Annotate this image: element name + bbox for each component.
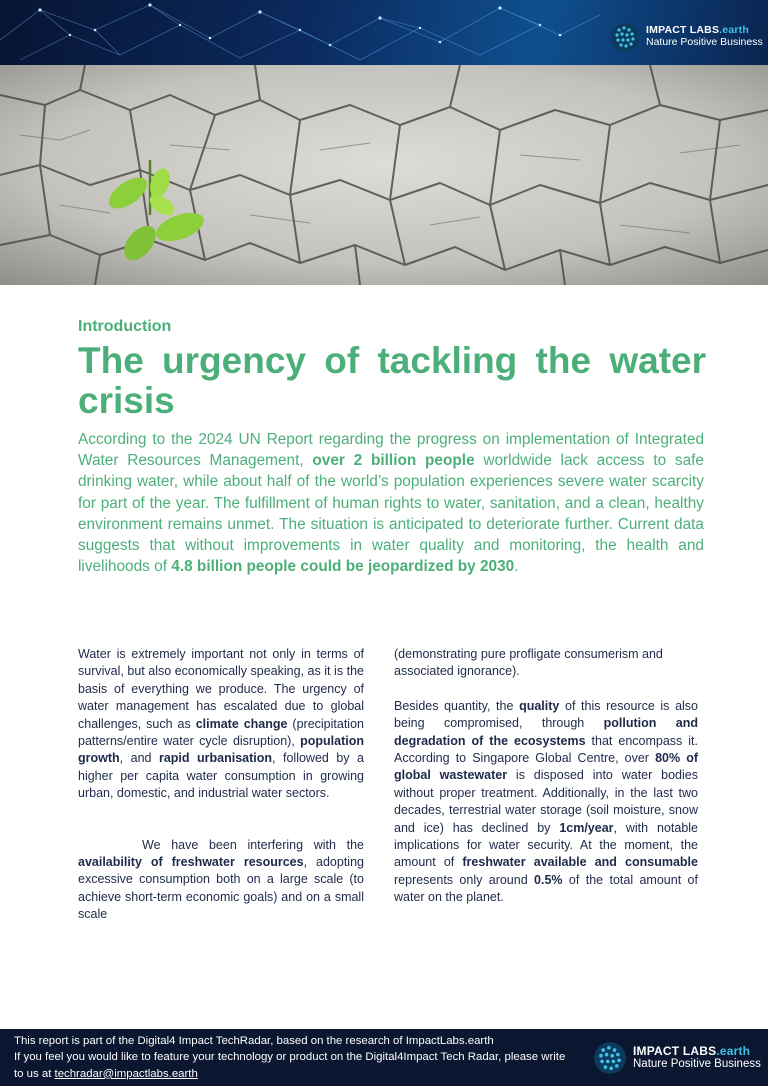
globe-dots-icon bbox=[610, 22, 640, 52]
lead-paragraph: According to the 2024 UN Report regarding the progress on implementation of Integrated Water Resources Management, over 2 billion people worldwide lack access to safe drinking water, while about half of the world’s population experiences severe water scarcity for part of the year. The fulfillment of human rights to water, sanitation, and a clean, healthy environment remains unmet. The situation is anticipated to deteriorate further. Current data suggests that without improvements in water quality and monitoring, the health and livelihoods of 4.8 billion people could be jeopardized by 2030. bbox=[78, 431, 704, 576]
footer-logo bbox=[593, 1041, 761, 1075]
footer-line-2: If you feel you would like to feature your technology or product on the Digital4Impact Tech Radar, please write to us at techradar@impactlabs.earth bbox=[14, 1051, 566, 1080]
footer-line-1: This report is part of the Digital4 Impact TechRadar, based on the research of ImpactLabs.earth bbox=[14, 1035, 494, 1047]
right-column bbox=[394, 646, 698, 907]
top-banner bbox=[0, 0, 768, 65]
globe-dots-icon bbox=[593, 1041, 627, 1075]
email-link[interactable]: techradar@impactlabs.earth bbox=[54, 1067, 198, 1080]
footer bbox=[0, 1029, 768, 1086]
body-paragraph: Water is extremely important not only in terms of survival, but also economically speaking, as it is the basis of everything we produce. The urgency of water management has escalated due to global challenges, such as climate change (precipitation patterns/entire water cycle disruption), population growth, and rapid urbanisation, followed by a higher per capita water consumption in growing urban, domestic, and industrial water sectors. bbox=[78, 647, 364, 801]
body-paragraph: Besides quantity, the quality of this resource is also being compromised, through pollution and degradation of the ecosystems that encompass it. According to Singapore Global Centre, over 80% of global wastewater is disposed into water bodies without proper treatment. Additionally, in the last two decades, terrestrial water storage (soil moisture, snow and ice) has declined by 1cm/year, with notable implications for water security. At the moment, the amount of freshwater available and consumable represents only around 0.5% of the total amount of water on the planet. bbox=[394, 698, 698, 905]
brand-tagline: Nature Positive Business bbox=[646, 36, 763, 48]
body-paragraph: We have been interfering with the availability of freshwater resources, adopting excessive consumption both on a large scale (to achieve short-term economic goals) and on a small scale bbox=[78, 837, 364, 922]
left-column bbox=[78, 646, 364, 924]
header-logo bbox=[610, 22, 763, 52]
page-title: The urgency of tackling the water crisis bbox=[78, 340, 706, 421]
brand-name: IMPACT LABS.earth bbox=[646, 24, 749, 37]
brand-name: IMPACT LABS.earth bbox=[633, 1044, 751, 1059]
brand-tagline: Nature Positive Business bbox=[633, 1058, 761, 1071]
body-paragraph: (demonstrating pure profligate consumerism and associated ignorance). bbox=[394, 647, 663, 679]
section-label: Introduction bbox=[78, 318, 172, 335]
footer-text bbox=[14, 1033, 574, 1082]
cracked-earth-photo bbox=[0, 65, 768, 285]
